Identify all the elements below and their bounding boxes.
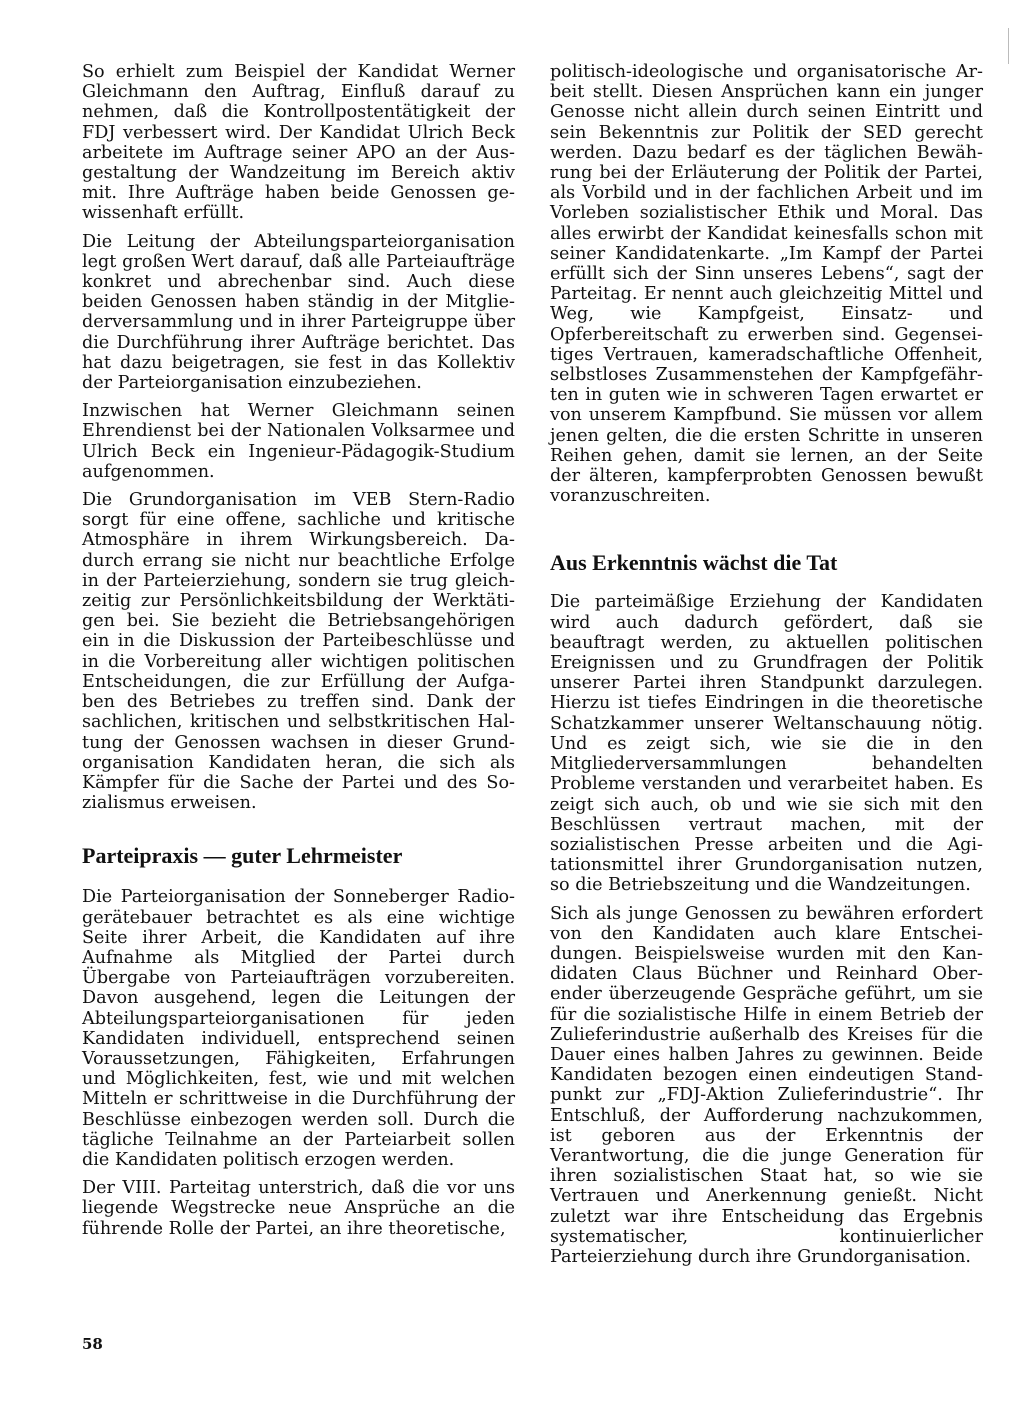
right-column	[550, 62, 983, 1275]
section-heading: Parteipraxis — guter Lehrmeister	[82, 843, 403, 869]
section-heading: Aus Erkenntnis wächst die Tat	[550, 550, 838, 576]
left-column	[82, 62, 515, 1247]
paragraph: Die Parteiorganisation der Sonneberger Radiogerätebauer betrachtet es als eine wichtige Seite ihrer Arbeit, die Kandidaten auf ihre Aufnahme als Mitglied der Partei durch Übergabe von Parteiaufträgen vorzubereiten. Davon ausgehend, legen die Leitungen der Abteilungsparteiorganisationen für jeden Kandidaten individuell, entsprechend seinen Voraussetzungen, Fähigkeiten, Erfahrungen und Möglichkeiten, fest, wie und mit welchen Mitteln er schrittweise in die Durchführung der Beschlüsse einbezogen werden soll. Durch die tägliche Teilnahme an der Parteiarbeit sollen die Kandidaten politisch erzogen werden.	[82, 887, 515, 1170]
margin-mark	[1008, 28, 1009, 64]
paragraph: Die Leitung der Abteilungsparteiorganisation legt großen Wert darauf, daß alle Parteiaufträge konkret und abrechenbar sind. Auch diese beiden Genossen haben ständig in der Mitgliederversammlung und in ihrer Parteigruppe über die Durchführung ihrer Aufträge berichtet. Das hat dazu beigetragen, sie fest in das Kollektiv der Parteiorganisation einzubeziehen.	[82, 231, 515, 394]
paragraph: Inzwischen hat Werner Gleichmann seinen Ehrendienst bei der Nationalen Volksarmee und Ulrich Beck ein Ingenieur-Pädagogik-Studium aufgenommen.	[82, 401, 515, 482]
page-number: 58	[82, 1335, 103, 1353]
paragraph: Die Grundorganisation im VEB Stern-Radio sorgt für eine offene, sachliche und kritische Atmosphäre in ihrem Wirkungsbereich. Dadurch errang sie nicht nur beachtliche Erfolge in der Parteierziehung, sondern sie trug gleichzeitig zur Persönlichkeitsbildung der Werktätigen bei. Sie bezieht die Betriebsangehörigen ein in die Diskussion der Parteibeschlüsse und in die Vorbereitung aller wichtigen politischen Entscheidungen, die zur Erfüllung der Aufgaben des Betriebes zu treffen sind. Dank der sachlichen, kritischen und selbstkritischen Haltung der Genossen wachsen in dieser Grundorganisation Kandidaten heran, die sich als Kämpfer für die Sache der Partei und des Sozialismus erweisen.	[82, 490, 515, 814]
paragraph: Sich als junge Genossen zu bewähren erfordert von den Kandidaten auch klare Entscheidungen. Beispielsweise wurden mit den Kandidaten Claus Büchner und Reinhard Oberender überzeugende Gespräche geführt, um sie für die sozialistische Hilfe in einem Betrieb der Zulieferindustrie außerhalb des Kreises für die Dauer eines halben Jahres zu gewinnen. Beide Kandidaten bezogen einen eindeutigen Standpunkt zur „FDJ-Aktion Zulieferindustrie“. Ihr Entschluß, der Aufforderung nachzukommen, ist geboren aus der Erkenntnis der Verantwortung, die die junge Generation für ihren sozialistischen Staat hat, so wie sie Vertrauen und Anerkennung genießt. Nicht zuletzt war ihre Entscheidung das Ergebnis systematischer, kontinuierlicher Parteierziehung durch ihre Grundorganisation.	[550, 903, 983, 1267]
paragraph: Der VIII. Parteitag unterstrich, daß die vor uns liegende Wegstrecke neue Ansprüche an die führende Rolle der Partei, an ihre theoretische,	[82, 1178, 515, 1239]
paragraph: politisch-ideologische und organisatorische Arbeit stellt. Diesen Ansprüchen kann ein junger Genosse nicht allein durch seinen Eintritt und sein Bekenntnis zur Politik der SED gerecht werden. Dazu bedarf es der täglichen Bewährung bei der Erläuterung der Politik der Partei, als Vorbild und in der fachlichen Arbeit und im Vorleben sozialistischer Ethik und Moral. Das alles erwirbt der Kandidat keinesfalls schon mit seiner Kandidatenkarte. „Im Kampf der Partei erfüllt sich der Sinn unseres Lebens“, sagt der Parteitag. Er nennt auch gleichzeitig Mittel und Weg, wie Kampfgeist, Einsatz- und Opferbereitschaft zu erwerben sind. Gegenseitiges Vertrauen, kameradschaftliche Offenheit, selbstloses Zusammenstehen der Kampfgefährten in guten wie in schweren Tagen erwartet er von unserem Kampfbund. Sie müssen vor allem jenen gelten, die die ersten Schritte in unseren Reihen gehen, damit sie lernen, an der Seite der älteren, kampferprobten Genossen bewußt voranzuschreiten.	[550, 62, 983, 507]
paragraph: So erhielt zum Beispiel der Kandidat Werner Gleichmann den Auftrag, Einfluß darauf zu nehmen, daß die Kontrollpostentätigkeit der FDJ verbessert wird. Der Kandidat Ulrich Beck arbeitete im Auftrage seiner APO an der Ausgestaltung der Wandzeitung im Bereich aktiv mit. Ihre Aufträge haben beide Genossen gewissenhaft erfüllt.	[82, 62, 515, 224]
paragraph: Die parteimäßige Erziehung der Kandidaten wird auch dadurch gefördert, daß sie beauftragt werden, zu aktuellen politischen Ereignissen und zu Grundfragen der Politik unserer Partei ihren Standpunkt darzulegen. Hierzu ist tiefes Eindringen in die theoretische Schatzkammer unserer Weltanschauung nötig. Und es zeigt sich, wie sie die in den Mitgliederversammlungen behandelten Probleme verstanden und verarbeitet haben. Es zeigt sich auch, ob und wie sie sich mit den Beschlüssen vertraut machen, mit der sozialistischen Presse arbeiten und die Agitationsmittel ihrer Grundorganisation nutzen, so die Betriebszeitung und die Wandzeitungen.	[550, 592, 983, 896]
